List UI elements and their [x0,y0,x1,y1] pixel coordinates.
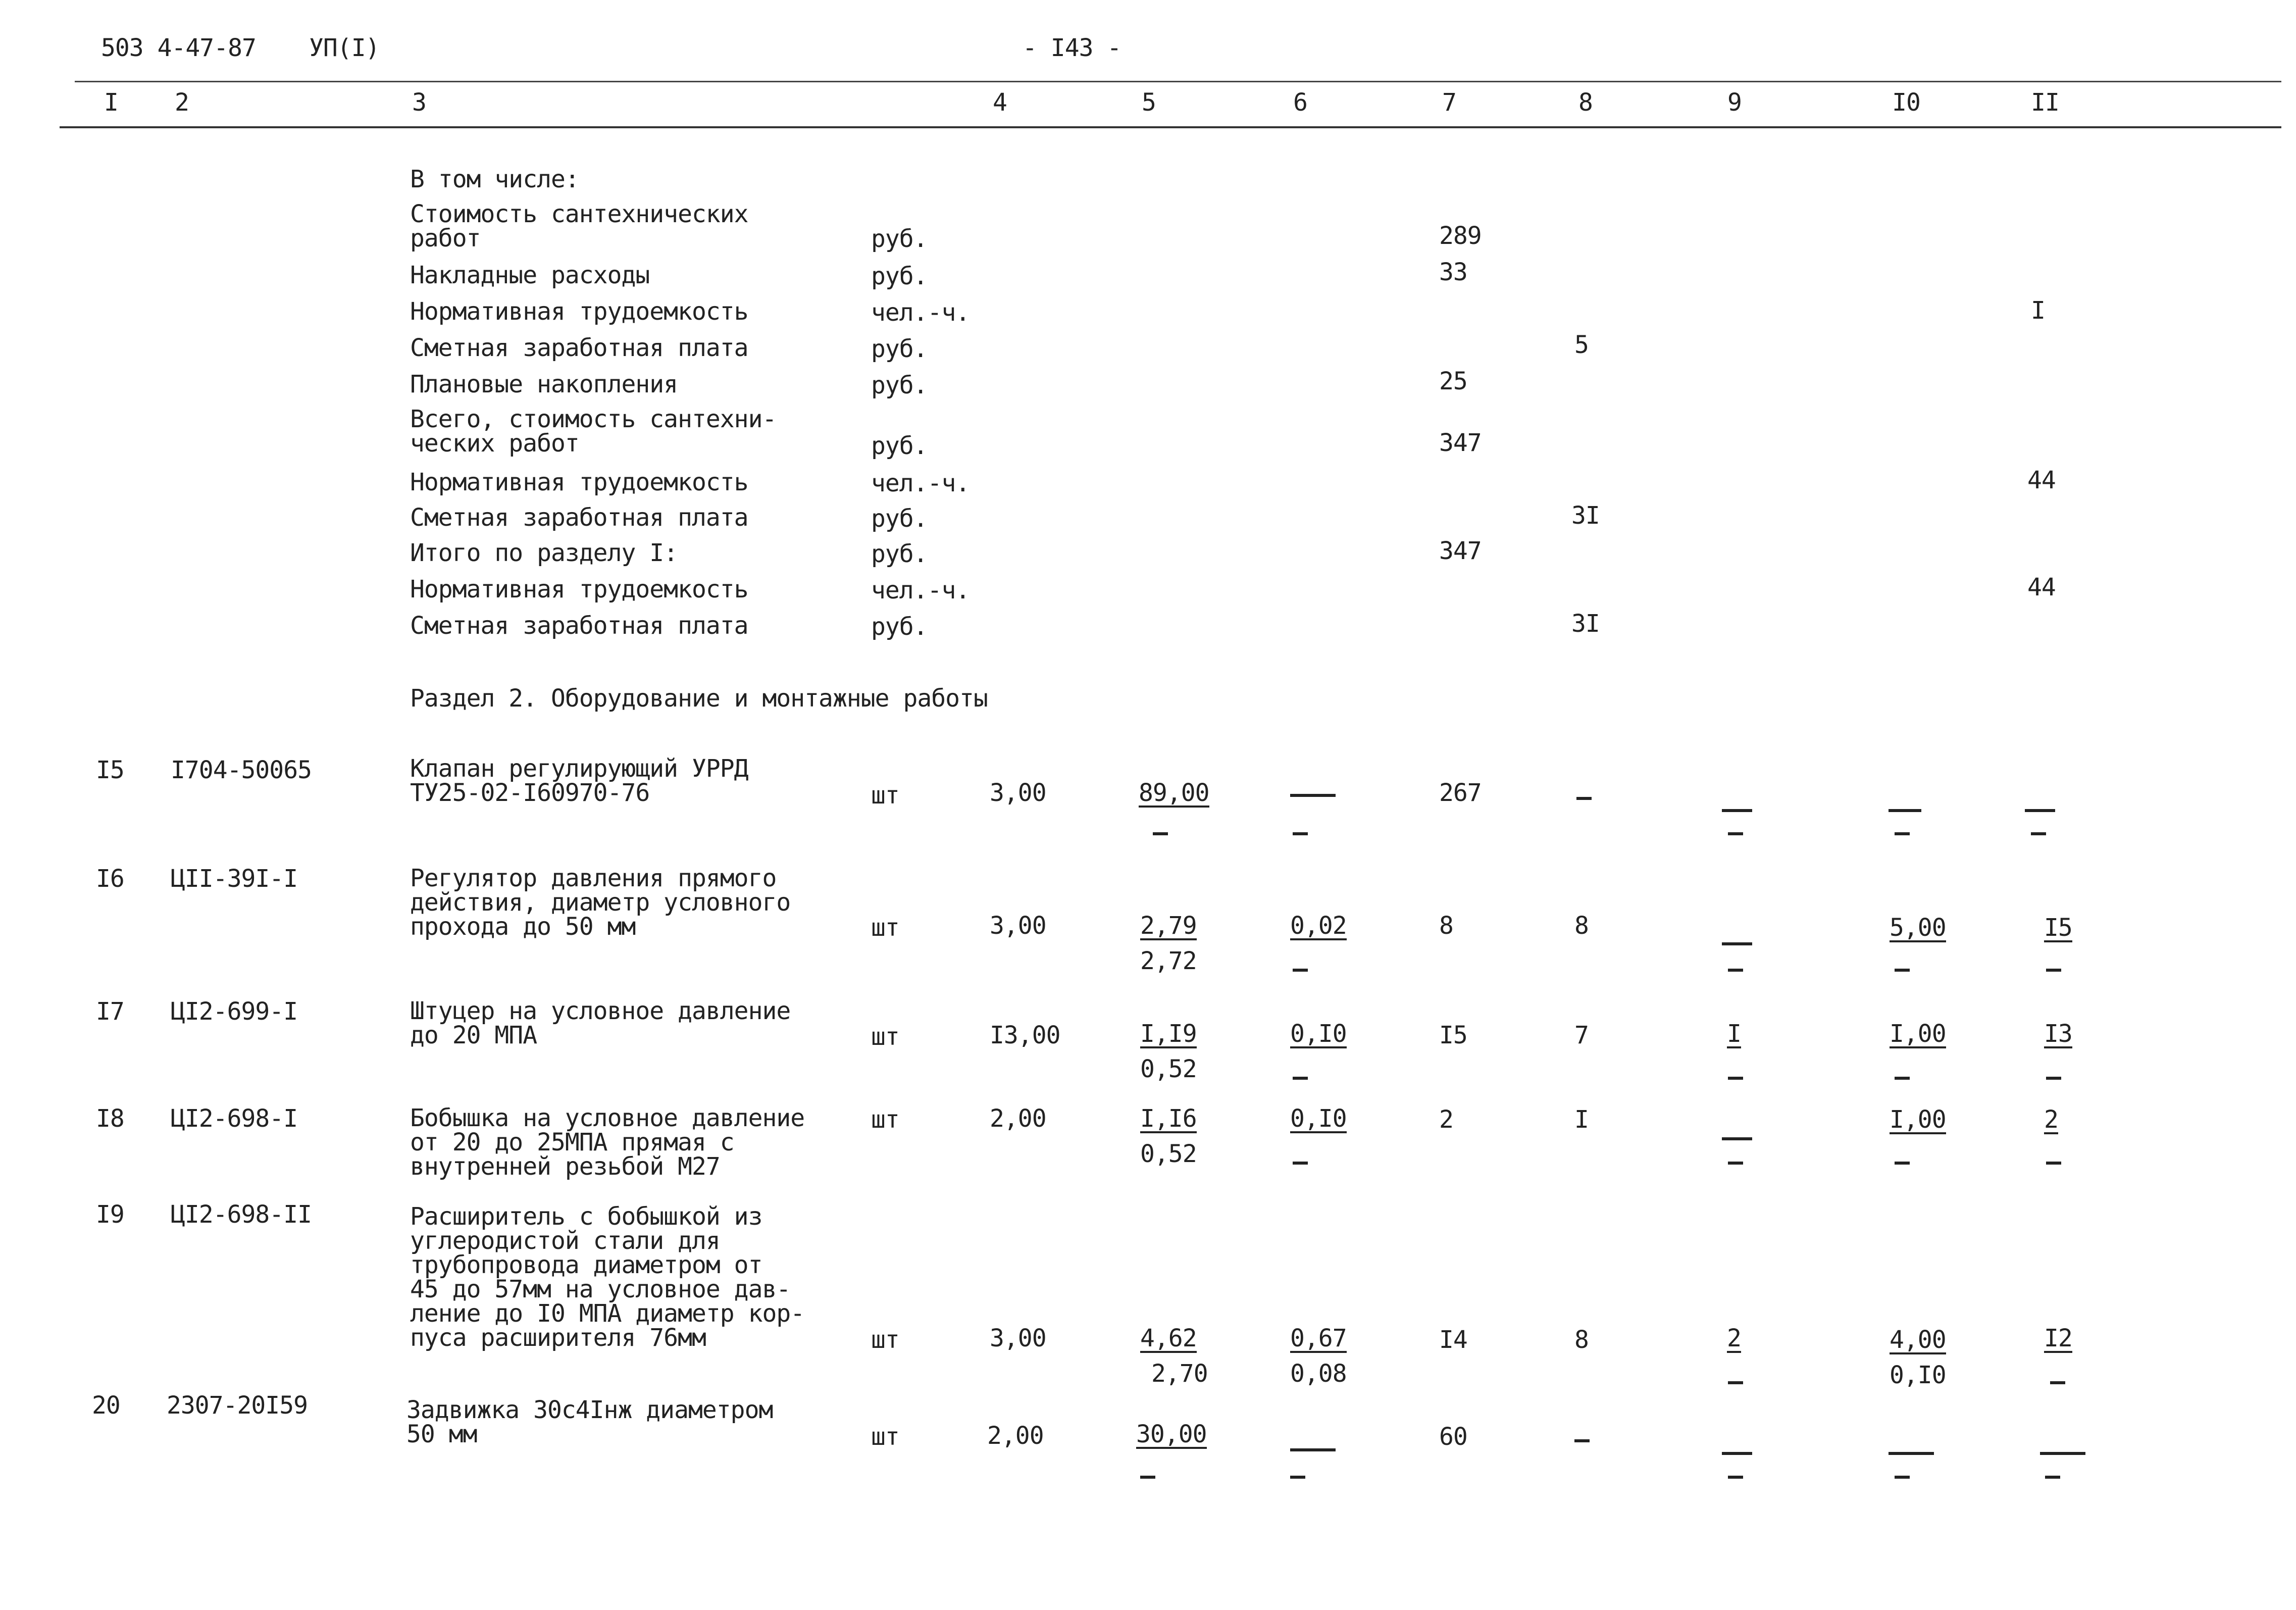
item-col6-lower: 0,08 [1290,1360,1347,1388]
summary-row-col7: 347 [1439,537,1482,565]
item-col5-lower [1153,832,1168,835]
item-col8 [1574,1439,1590,1442]
item-col9-lower [1728,969,1743,972]
item-quantity: I3,00 [990,1021,1060,1049]
item-col6-lower [1293,832,1308,835]
item-col11: I3 [2044,1020,2072,1048]
summary-row-unit: руб. [871,432,928,460]
item-code: 2307-20I59 [167,1391,308,1420]
item-quantity: 3,00 [990,1324,1046,1352]
summary-row-label: Стоимость сантехнических работ [410,200,748,253]
item-col10-lower [1895,1077,1910,1080]
item-col6-lower [1290,1476,1305,1479]
item-col9 [1722,1452,1752,1455]
item-code: I704-50065 [171,756,312,784]
item-col10 [1889,1452,1934,1455]
item-col11-lower [2045,1476,2060,1479]
item-col6: 0,67 [1290,1324,1347,1352]
item-unit: шт [871,914,899,942]
column-number-11: II [2031,88,2059,117]
item-number: I5 [96,756,124,784]
item-col9-lower [1728,832,1743,835]
item-description: Расширитель с бобышкой из углеродистой стали для трубопровода диаметром от 45 до 57мм на условное дав- ление до I0 МПА диаметр кор- пуса расширителя 76мм [410,1202,805,1352]
item-col9-lower [1728,1381,1743,1384]
item-col6: 0,I0 [1290,1104,1347,1133]
item-col10-lower [1895,832,1910,835]
item-col11-lower [2046,1077,2061,1080]
column-number-6: 6 [1293,88,1307,117]
summary-row-unit: руб. [871,505,928,533]
column-number-8: 8 [1578,88,1593,117]
summary-row-label: Нормативная трудоемкость [410,468,748,496]
summary-row-label: Нормативная трудоемкость [410,297,748,326]
item-col6-lower [1293,1162,1308,1165]
item-unit: шт [871,1023,899,1051]
header-rule-bottom [60,126,2281,128]
item-col10: I,00 [1890,1105,1946,1134]
item-description: Бобышка на условное давление от 20 до 25МПА прямая с внутренней резьбой М27 [410,1104,805,1181]
item-col5: I,I9 [1140,1020,1197,1048]
section-title: Раздел 2. Оборудование и монтажные работы [410,684,988,713]
item-col10: 5,00 [1890,914,1946,942]
item-code: ЦII-39I-I [171,865,298,893]
header-rule-top [75,81,2281,82]
document-code: 503 4-47-87 [101,34,256,62]
item-description: Задвижка 30с4Iнж диаметром 50 мм [406,1396,773,1448]
summary-row-unit: чел.-ч. [871,469,970,497]
summary-heading: В том числе: [410,165,579,193]
summary-row-unit: руб. [871,335,928,363]
item-col11 [2025,809,2055,812]
summary-row-col8: 5 [1574,331,1589,359]
column-number-2: 2 [175,88,189,117]
item-col5-lower: 0,52 [1140,1140,1197,1168]
item-col10-lower [1895,1162,1910,1165]
summary-row-col7: 289 [1439,222,1482,250]
column-number-9: 9 [1727,88,1742,117]
item-col7: 2 [1439,1105,1453,1134]
item-code: ЦI2-698-II [171,1200,312,1229]
item-col11-lower [2046,1162,2061,1165]
item-col9: I [1727,1020,1741,1048]
item-col5-lower: 2,70 [1151,1360,1208,1388]
item-col11-lower [2031,832,2046,835]
column-number-4: 4 [993,88,1007,117]
summary-row-unit: руб. [871,540,928,568]
summary-row-col11: I [2031,296,2045,325]
item-quantity: 3,00 [990,912,1046,940]
item-col7: 60 [1439,1423,1467,1451]
summary-row-col11: 44 [2027,573,2056,601]
item-col11: I2 [2044,1324,2072,1352]
summary-row-label: Сметная заработная плата [410,612,748,640]
item-col5-lower: 2,72 [1140,947,1197,975]
column-number-10: I0 [1892,88,1920,117]
item-unit: шт [871,1423,899,1451]
summary-row-label: Итого по разделу I: [410,539,678,567]
summary-row-col11: 44 [2027,466,2056,494]
item-number: I6 [96,865,124,893]
item-col9-lower [1728,1162,1743,1165]
summary-row-col7: 33 [1439,258,1467,286]
item-col10: I,00 [1890,1020,1946,1048]
item-col7: 8 [1439,912,1453,940]
item-col9-lower [1728,1077,1743,1080]
column-number-7: 7 [1442,88,1456,117]
summary-row-unit: руб. [871,225,928,253]
summary-row-unit: руб. [871,371,928,399]
column-number-3: 3 [412,88,426,117]
summary-row-col7: 347 [1439,429,1482,457]
item-col5-lower: 0,52 [1140,1055,1197,1083]
summary-row-unit: чел.-ч. [871,298,970,327]
item-quantity: 2,00 [987,1422,1044,1450]
summary-row-label: Сметная заработная плата [410,504,748,532]
page-number: - I43 - [1023,34,1121,62]
item-col9 [1722,1137,1752,1140]
item-description: Регулятор давления прямого действия, диаметр условного прохода до 50 мм [410,864,791,941]
item-col6 [1290,794,1336,797]
item-col9-lower [1728,1476,1743,1479]
item-col9: 2 [1727,1324,1741,1352]
summary-row-label: Всего, стоимость сантехни- ческих работ [410,405,777,458]
item-col6: 0,02 [1290,912,1347,940]
summary-row-label: Накладные расходы [410,261,650,289]
item-col9 [1722,809,1752,812]
item-col5: 2,79 [1140,912,1197,940]
item-col11: I5 [2044,914,2072,942]
item-col11: 2 [2044,1105,2058,1134]
summary-row-label: Нормативная трудоемкость [410,575,748,603]
item-col10-lower: 0,I0 [1890,1361,1946,1389]
item-col11-lower [2046,969,2061,972]
item-number: I8 [96,1104,124,1133]
item-col6: 0,I0 [1290,1020,1347,1048]
item-col6 [1290,1448,1336,1451]
item-unit: шт [871,1326,899,1354]
summary-row-label: Сметная заработная плата [410,334,748,362]
item-col10-lower [1895,969,1910,972]
item-col11-lower [2050,1381,2065,1384]
item-quantity: 3,00 [990,779,1046,807]
item-col7: I5 [1439,1021,1467,1049]
summary-row-unit: руб. [871,262,928,290]
item-col8 [1576,797,1592,800]
item-col5: I,I6 [1140,1104,1197,1133]
item-col10-lower [1895,1476,1910,1479]
item-col9 [1722,942,1752,945]
summary-row-unit: руб. [871,613,928,641]
summary-row-label: Плановые накопления [410,370,678,398]
item-col10: 4,00 [1890,1326,1946,1354]
item-col6-lower [1293,1077,1308,1080]
item-col5-lower [1140,1476,1155,1479]
item-col8: 8 [1574,1326,1589,1354]
item-unit: шт [871,1105,899,1134]
item-code: ЦI2-699-I [171,997,298,1026]
summary-row-unit: чел.-ч. [871,576,970,605]
item-col5: 4,62 [1140,1324,1197,1352]
summary-row-col8: 3I [1571,610,1600,638]
album-code: УП(I) [309,34,380,62]
item-col7: I4 [1439,1326,1467,1354]
summary-row-col8: 3I [1571,501,1600,530]
item-col11 [2040,1452,2085,1455]
summary-row-col7: 25 [1439,367,1467,395]
item-number: 20 [92,1391,120,1420]
item-description: Штуцер на условное давление до 20 МПА [410,997,791,1049]
item-unit: шт [871,781,899,810]
item-quantity: 2,00 [990,1104,1046,1133]
item-col8: 7 [1574,1021,1589,1049]
item-col6-lower [1293,969,1308,972]
item-col8: I [1574,1105,1589,1134]
item-col7: 267 [1439,779,1482,807]
item-description: Клапан регулирующий УРРД ТУ25-02-I60970-76 [410,754,748,807]
item-col5: 30,00 [1136,1420,1207,1448]
column-number-1: I [104,88,118,117]
item-col8: 8 [1574,912,1589,940]
item-code: ЦI2-698-I [171,1104,298,1133]
item-col10 [1889,809,1921,812]
column-number-5: 5 [1142,88,1156,117]
item-col5: 89,00 [1139,779,1209,807]
item-number: I9 [96,1200,124,1229]
item-number: I7 [96,997,124,1026]
